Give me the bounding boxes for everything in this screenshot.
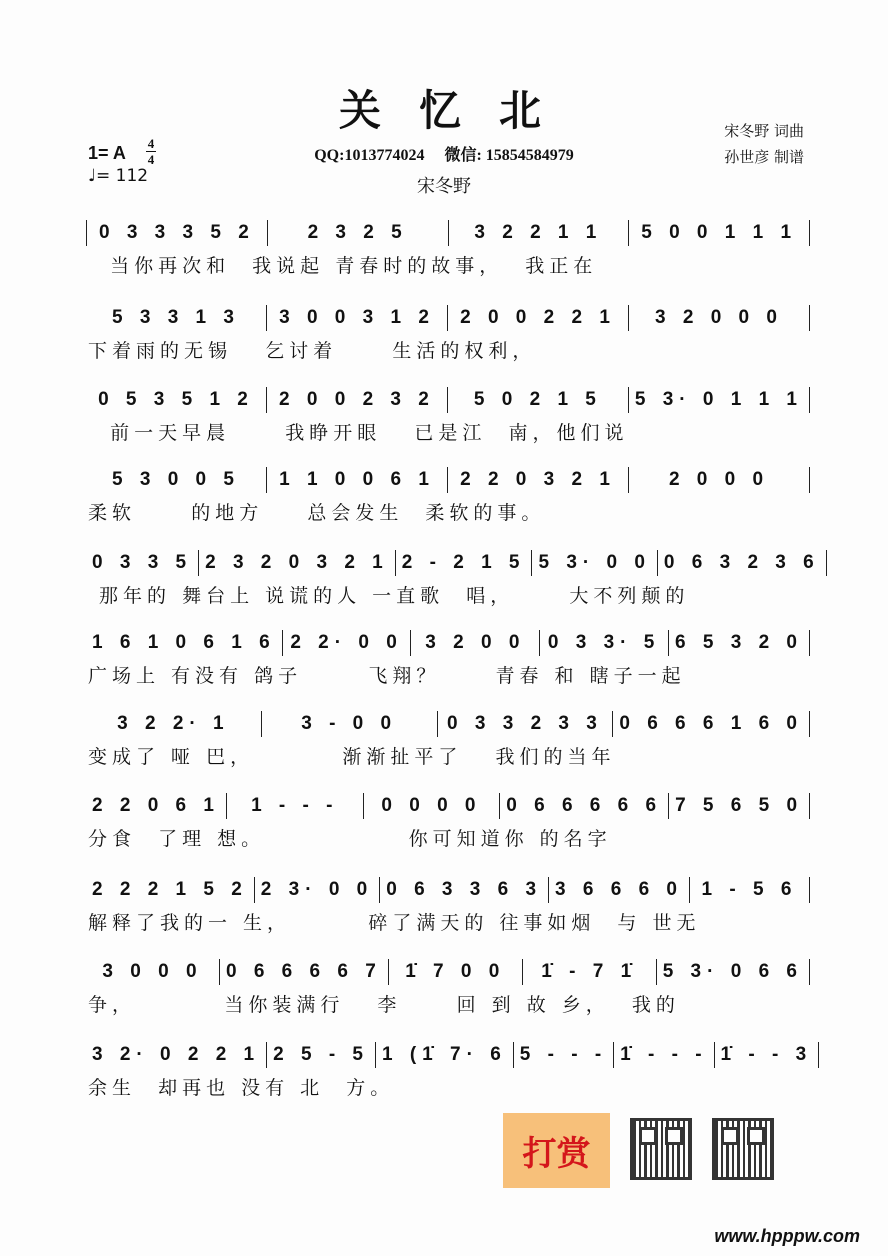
measure: 5 3 3 1 3 — [112, 307, 240, 328]
notation-line — [86, 792, 810, 820]
measure: 6 5 3 2 0 — [675, 632, 803, 653]
measure: 0 6 6 6 6 7 — [225, 961, 382, 982]
measure: 0 6 6 6 1 6 0 — [619, 713, 803, 734]
measure: 5 3· 0 6 6 — [662, 961, 803, 982]
measure: 1 - 5 6 — [701, 879, 798, 900]
measure: 1 (1̇ 7· 6 — [382, 1044, 507, 1065]
measure: 2 2· 0 0 — [290, 632, 403, 653]
measure: 2 3 2 5 — [307, 222, 408, 243]
wechat-number: 微信: 15854584979 — [444, 147, 574, 164]
measure: 5 0 0 1 1 1 — [641, 222, 798, 243]
notation-line — [86, 958, 810, 986]
time-sig-top: 4 — [147, 136, 155, 151]
site-watermark: www.hpppw.com — [714, 1226, 860, 1246]
measure: 3 0 0 0 — [102, 961, 203, 982]
lyric-line: 解释了我的一 生， 碎了满天的 往事如烟 与 世无 — [88, 912, 701, 934]
measure: 2 - 2 1 5 — [401, 552, 526, 573]
measure: 3 - 0 0 — [301, 713, 398, 734]
barline — [826, 550, 827, 576]
measure: 1̇ - - 3 — [720, 1044, 813, 1065]
notation-line — [86, 629, 810, 657]
qr-code-icon — [712, 1118, 774, 1180]
measure: 2 5 - 5 — [273, 1044, 369, 1065]
time-sig-bottom: 4 — [147, 152, 155, 167]
measure: 1̇ 7 0 0 — [405, 961, 506, 982]
measure: 5 0 2 1 5 — [473, 389, 602, 410]
measure: 0 3 3 3 5 2 — [98, 222, 255, 243]
key-signature: 1= A — [88, 143, 126, 163]
barline — [809, 387, 810, 413]
notation-line — [86, 1041, 813, 1069]
singer: 宋冬野 — [417, 176, 471, 197]
barline — [809, 220, 810, 246]
measure: 0 3 3· 5 — [547, 632, 661, 653]
barline — [809, 630, 810, 656]
measure: 3 0 0 3 1 2 — [279, 307, 435, 328]
measure: 0 5 3 5 1 2 — [98, 389, 254, 410]
measure: 0 6 6 6 6 6 — [506, 795, 663, 816]
credit-transcriber: 孙世彦 制谱 — [724, 148, 804, 166]
lyric-line: 广场上 有没有 鸽子 飞翔？ 青春 和 瞎子一起 — [88, 665, 686, 687]
lyric-line: 前一天早晨 我睁开眼 已是江 南，他们说 — [88, 422, 629, 444]
measure: 3 2· 0 2 2 1 — [92, 1044, 261, 1065]
notation-line — [86, 466, 810, 494]
credits — [724, 118, 804, 170]
barline — [809, 467, 810, 493]
measure: 1̇ - 7 1̇ — [541, 961, 638, 982]
notation-line — [86, 876, 810, 904]
lyric-line: 那年的 舞台上 说谎的人 一直歌 唱， 大不列颠的 — [88, 585, 690, 607]
notation-line — [86, 710, 810, 738]
measure: 3 2 0 0 0 — [655, 307, 783, 328]
lyric-line: 柔软 的地方 总会发生 柔软的事。 — [88, 502, 546, 524]
measure: 0 6 3 2 3 6 — [663, 552, 820, 573]
measure: 0 3 3 2 3 3 — [447, 713, 603, 734]
measure: 0 0 0 0 — [381, 795, 482, 816]
qr-code-icon — [630, 1118, 692, 1180]
measure: 2 2 0 6 1 — [92, 795, 220, 816]
lyric-line: 余生 却再也 没有 北 方。 — [88, 1077, 395, 1099]
measure: 0 6 3 3 6 3 — [386, 879, 543, 900]
credit-lyrics-music: 宋冬野 词曲 — [724, 122, 804, 140]
barline — [809, 877, 810, 903]
barline — [809, 711, 810, 737]
lyric-line: 争， 当你装满行 李 回 到 故 乡， 我的 — [88, 994, 680, 1016]
measure: 2 2 0 3 2 1 — [460, 469, 616, 490]
measure: 2 0 0 2 2 1 — [460, 307, 616, 328]
notation-line — [86, 219, 810, 247]
song-title: 关忆北 — [338, 86, 579, 135]
measure: 1 6 1 0 6 1 6 — [92, 632, 276, 653]
notation-line — [86, 549, 820, 577]
measure: 7 5 6 5 0 — [675, 795, 804, 816]
measure: 3 2 2 1 1 — [474, 222, 603, 243]
measure: 3 6 6 6 0 — [555, 879, 683, 900]
qq-number: QQ:1013774024 — [314, 147, 425, 164]
measure: 0 3 3 5 — [92, 552, 193, 573]
barline — [809, 959, 810, 985]
lyric-line: 当你再次和 我说起 青春时的故事， 我正在 — [88, 255, 598, 277]
barline — [818, 1042, 819, 1068]
measure: 3 2 0 0 — [425, 632, 526, 653]
barline — [809, 793, 810, 819]
reward-button[interactable]: 打赏 — [503, 1113, 610, 1188]
measure: 2 0 0 0 — [668, 469, 770, 490]
lyric-line: 下着雨的无锡 乞讨着 生活的权利， — [88, 340, 537, 362]
measure: 2 3· 0 0 — [260, 879, 374, 900]
measure: 2 0 0 2 3 2 — [279, 389, 435, 410]
measure: 2 3 2 0 3 2 1 — [205, 552, 389, 573]
measure: 5 3· 0 0 — [538, 552, 651, 573]
measure: 5 3 0 0 5 — [112, 469, 240, 490]
measure: 1 1 0 0 6 1 — [279, 469, 435, 490]
notation-line — [86, 386, 810, 414]
time-signature — [146, 137, 156, 166]
notation-line — [86, 304, 810, 332]
barline — [809, 305, 810, 331]
lyric-line: 变成了 哑 巴， 渐渐扯平了 我们的当年 — [88, 746, 616, 768]
measure: 1̇ - - - — [620, 1044, 708, 1065]
measure: 3 2 2· 1 — [117, 713, 230, 734]
measure: 1 - - - — [251, 795, 339, 816]
measure: 5 3· 0 1 1 1 — [634, 389, 803, 410]
tempo-marking: ♩= 112 — [88, 166, 149, 186]
measure: 2 2 2 1 5 2 — [92, 879, 248, 900]
measure: 5 - - - — [519, 1044, 608, 1065]
lyric-line: 分食 了理 想。 你可知道你 的名字 — [88, 828, 612, 850]
